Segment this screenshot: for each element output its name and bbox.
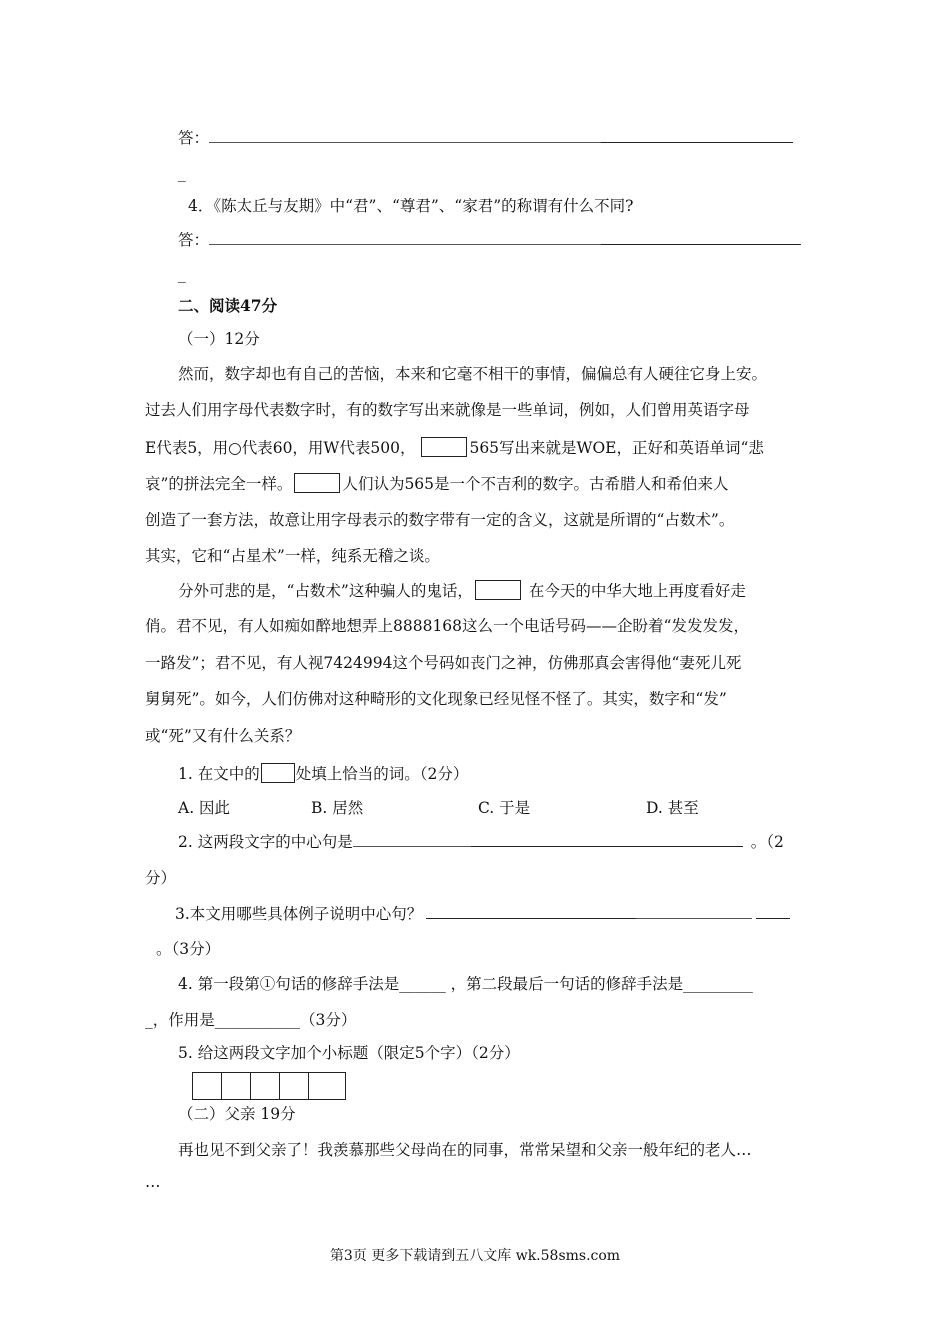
answer-blank[interactable]	[209, 230, 601, 245]
option-b[interactable]: B. 居然	[311, 799, 364, 817]
q2-text-b: 。（2	[750, 833, 784, 851]
q1-text-b: 处填上恰当的词。（2分）	[295, 765, 469, 783]
q3-text: 3.本文用哪些具体例子说明中心句？	[175, 905, 423, 923]
answer-blank-2[interactable]	[636, 904, 752, 919]
answer-trail: _	[178, 265, 186, 283]
para1-line-4b: 人们认为565是一个不吉利的数字。古希腊人和希伯来人	[342, 475, 729, 493]
para1-line-4	[145, 473, 729, 494]
para2-line-1a: 分外可悲的是，“占数术”这种骗人的鬼话，	[178, 582, 473, 600]
para1-line-3b: 565写出来就是WOE，正好和英语单词“悲	[469, 439, 764, 457]
answer-label: 答：	[178, 129, 210, 147]
para1-line-5: 创造了一套方法，故意让用字母表示的数字带有一定的含义，这就是所谓的“占数术”。	[145, 511, 735, 529]
answer-blank[interactable]	[209, 128, 601, 143]
para1-line-6: 其实，它和“占星术”一样，纯系无稽之谈。	[145, 547, 440, 565]
option-a[interactable]: A. 因此	[178, 799, 231, 817]
answer-label: 答：	[178, 231, 210, 249]
para2-line-1	[178, 580, 746, 601]
part2-title: （二）父亲 19分	[178, 1105, 296, 1123]
para2-line-4: 舅舅死”。如今，人们仿佛对这种畸形的文化现象已经见怪不怪了。其实，数字和“发”	[145, 690, 727, 708]
para2-line-1b: 在今天的中华大地上再度看好走	[528, 582, 746, 600]
answer-trail: _	[178, 164, 186, 182]
answer-line-q3	[178, 128, 793, 148]
sub-question-4-cont: _，作用是___________（3分）	[145, 1011, 357, 1029]
page-footer: 第3页 更多下载请到五八文库 wk.58sms.com	[329, 1248, 621, 1264]
q3-end: 。（3分）	[156, 940, 221, 958]
part2-line-1: 再也见不到父亲了！我羡慕那些父母尚在的同事，常常呆望和父亲一般年纪的老人…	[178, 1141, 752, 1159]
inline-box-icon	[261, 763, 295, 783]
question-4: 4．《陈太丘与友期》中“君”、“尊君”、“家君”的称谓有什么不同?	[188, 197, 634, 215]
answer-blank-2[interactable]	[601, 230, 801, 245]
answer-blank[interactable]	[353, 832, 471, 847]
para1-line-4a: 哀”的拼法完全一样。	[145, 475, 293, 493]
sub-question-1	[178, 763, 468, 784]
sub-question-2	[178, 832, 784, 852]
answer-box[interactable]	[192, 1072, 222, 1100]
sub-question-5: 5. 给这两段文字加个小标题（限定5个字）（2分）	[178, 1044, 520, 1062]
answer-blank-3[interactable]	[756, 904, 790, 919]
fill-blank-3[interactable]	[475, 580, 521, 600]
sub-question-4: 4. 第一段第①句话的修辞手法是______ ，第二段最后一句话的修辞手法是_________	[178, 975, 753, 993]
para2-line-2: 俏。君不见，有人如痴如醉地想弄上8888168这么一个电话号码——企盼着“发发发发，	[145, 617, 749, 635]
answer-blank[interactable]	[426, 904, 636, 919]
fill-blank-1[interactable]	[421, 437, 467, 457]
option-c[interactable]: C. 于是	[478, 799, 531, 817]
section-title: 二、阅读47分	[178, 296, 278, 315]
answer-blank-2[interactable]	[601, 128, 793, 143]
q2-text-a: 2. 这两段文字的中心句是	[178, 833, 353, 851]
answer-box[interactable]	[279, 1072, 309, 1100]
answer-box[interactable]	[221, 1072, 251, 1100]
para1-line-3a: E代表5，用○代表60，用W代表500，	[145, 439, 416, 457]
title-answer-boxes[interactable]	[193, 1072, 346, 1100]
para1-line-2: 过去人们用字母代表数字时，有的数字写出来就像是一些单词，例如，人们曾用英语字母	[145, 401, 750, 419]
answer-box[interactable]	[308, 1072, 346, 1100]
para2-line-3: 一路发”；君不见，有人视7424994这个号码如丧门之神，仿佛那真会害得他“妻死儿死	[145, 654, 742, 672]
para2-line-5: 或“死”又有什么关系？	[145, 727, 301, 745]
q2-text-c: 分）	[145, 869, 177, 887]
fill-blank-2[interactable]	[294, 473, 340, 493]
part2-line-2: …	[145, 1173, 161, 1191]
q1-text-a: 1. 在文中的	[178, 765, 260, 783]
answer-box[interactable]	[250, 1072, 280, 1100]
option-d[interactable]: D. 甚至	[646, 799, 699, 817]
answer-blank-2[interactable]	[471, 832, 743, 847]
para1-line-3	[145, 437, 764, 458]
part1-title: （一）12分	[178, 330, 260, 348]
sub-question-3	[175, 904, 790, 924]
para1-line-1: 然而，数字却也有自己的苦恼，本来和它毫不相干的事情，偏偏总有人硬往它身上安。	[178, 365, 768, 383]
answer-line-q4	[178, 230, 801, 250]
